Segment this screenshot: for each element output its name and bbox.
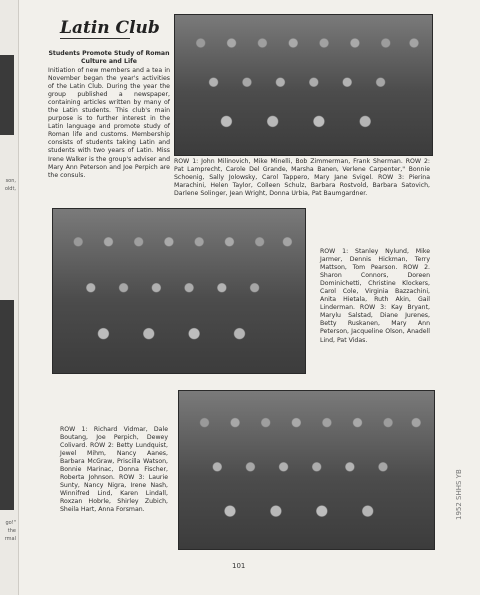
facing-page-fragment: the	[7, 528, 16, 534]
group-photo-3	[178, 390, 435, 550]
photo-2-caption: ROW 1: Stanley Nylund, Mike Jarmer, Dennis Hickman, Terry Mattson, Tom Pearson. ROW 2. Sharon Connors, Doreen Dominichetti, Christine Klockers, Carol Cole, Virginia Bazzachini, Anita Hietala, Ruth Akin, Gail Linderman. ROW 3: Kay Bryant, Marylu Salstad, Diane Jurenes, Betty Ruskanen, Mary Ann Peterson, Jacqueline Olson, Anadell Lind, Pat Vidas.	[320, 248, 430, 344]
article-headline: Students Promote Study of Roman Culture and Life	[48, 50, 170, 65]
facing-page-fragment: oldt,	[4, 186, 16, 192]
facing-page-fragment: rmal	[4, 536, 16, 542]
facing-page-photo	[0, 300, 14, 510]
article-body: Initiation of new members and a tea in November began the year's activities of the Latin Club. During the year the group published a newspaper, containing articles written by many of the Latin students. This club's main purpose is to further interest in the Latin language and promote study of Roman life and customs. Membership consists of students taking Latin and students with two years of Latin. Miss Irene Walker is the group's adviser and Mary Ann Peterson and Joe Perpich are the consuls.	[48, 67, 170, 179]
group-photo-1	[174, 14, 433, 156]
title-underline	[60, 38, 130, 39]
facing-page-fragment: son,	[5, 178, 16, 184]
photo-1-caption: ROW 1: John Milinovich, Mike Minelli, Bob Zimmerman, Frank Sherman. ROW 2: Pat Lamprecht, Carole Del Grande, Marsha Banen, Verlene Carpenter," Bonnie Schoenig, Sally Jolowsky, Carol Tappero, Mary Jane Svigel. ROW 3: Pierina Marachini, Helen Taylor, Colleen Schulz, Barbara Rostvold, Barbara Satovich, Darlene Solinger, Jean Wright, Donna Urbia, Pat Baumgardner.	[174, 158, 430, 198]
handwritten-margin-note: 1952 SHHS YB	[455, 469, 463, 520]
group-photo-2	[52, 208, 306, 374]
page-number: 101	[232, 562, 246, 570]
facing-page-edge	[0, 0, 19, 595]
page-title: Latin Club	[60, 18, 160, 38]
facing-page-fragment: go!"	[5, 520, 16, 526]
facing-page-photo	[0, 55, 14, 135]
photo-3-caption: ROW 1: Richard Vidmar, Dale Boutang, Joe Perpich, Dewey Colivard. ROW 2: Betty Lundquist, Jewel Mihm, Nancy Aanes, Barbara McGraw, Priscilla Watson, Bonnie Marinac, Donna Fischer, Roberta Johnson. ROW 3: Laurie Sunty, Nancy Nigra, Irene Nash, Winnifred Lind, Karen Lindall, Roxzan Hobrle, Shirley Zubich, Sheila Hart, Anna Forsman.	[60, 426, 168, 514]
